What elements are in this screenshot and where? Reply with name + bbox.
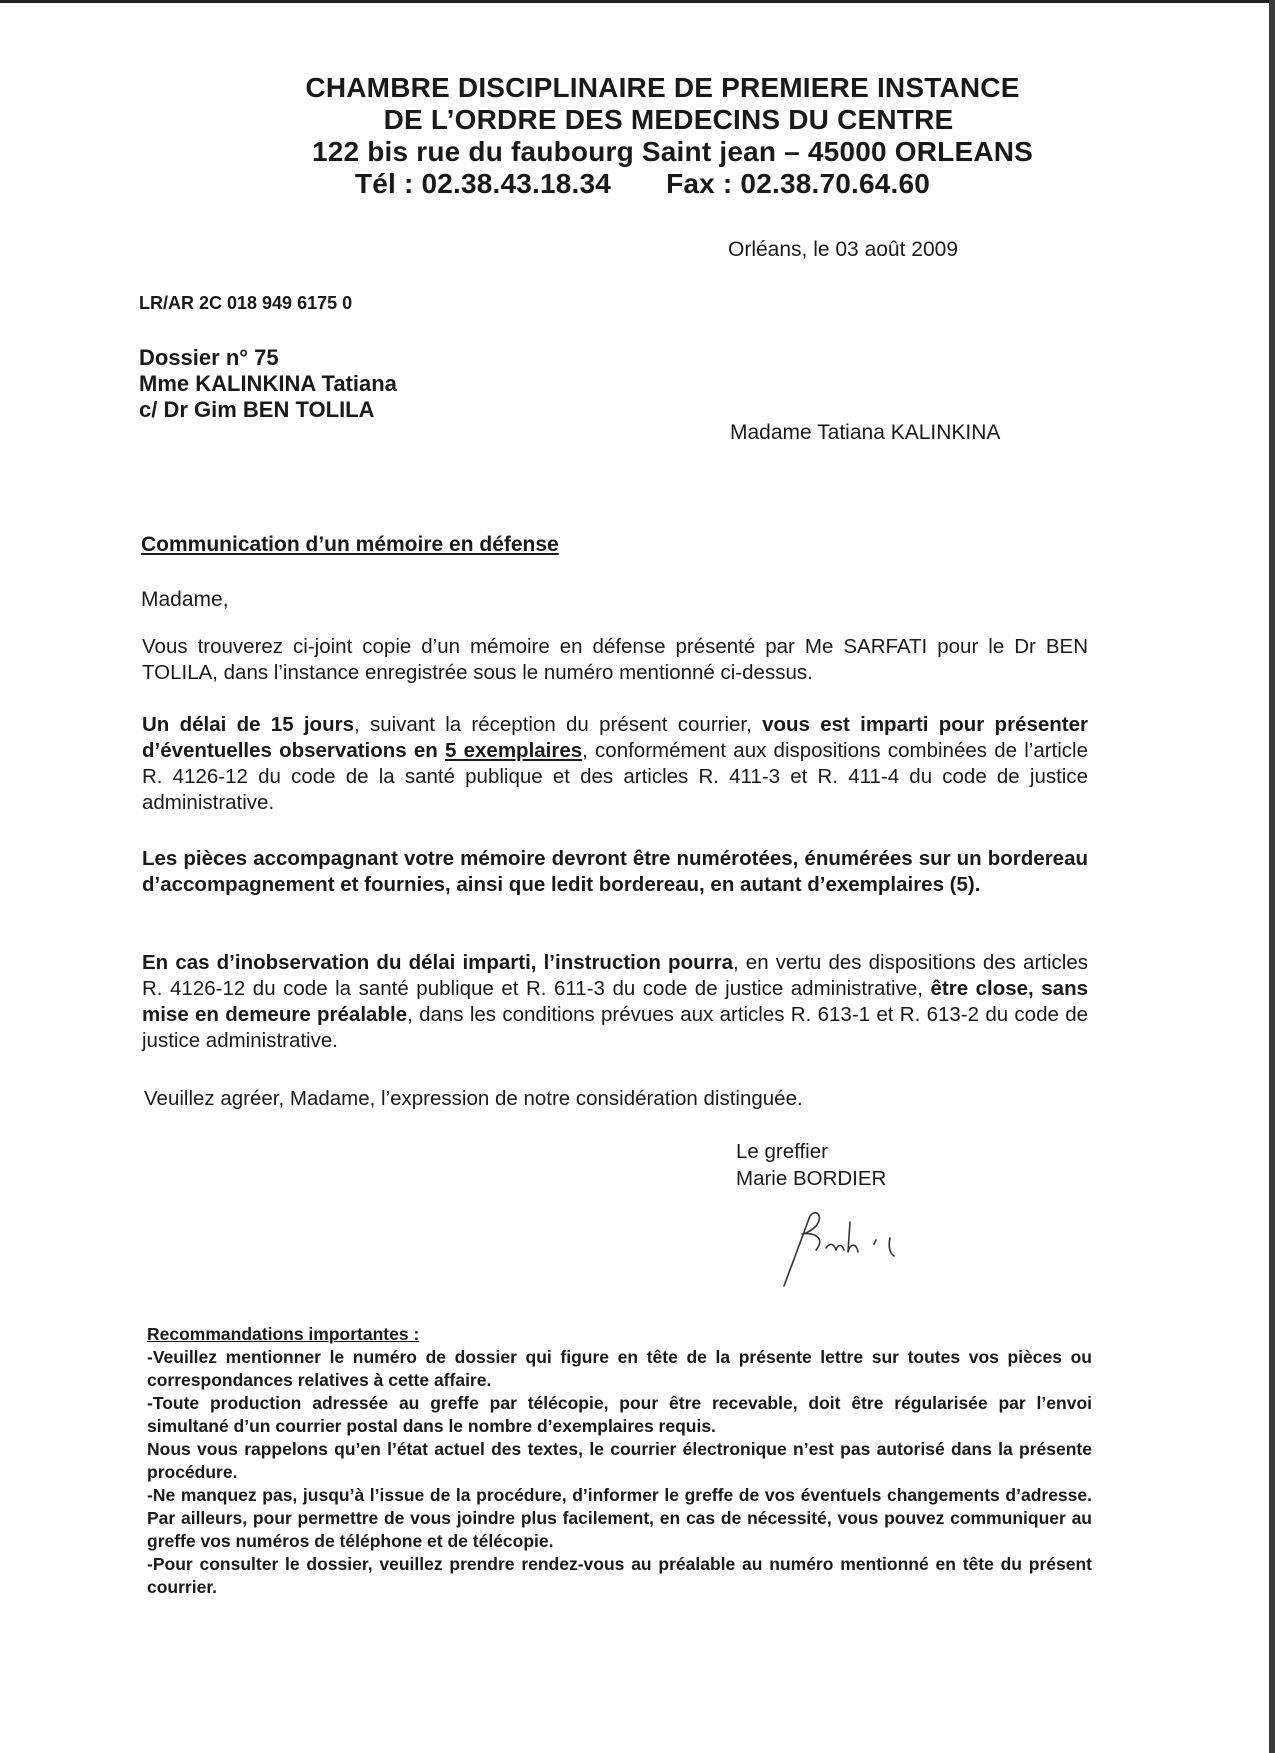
paragraph-3-text: Les pièces accompagnant votre mémoire devront être numérotées, énumérées sur un bordereau d’accompagnement et fournies, ainsi que ledit bordereau, en autant d’exemplaires (5). xyxy=(142,847,1088,896)
letterhead-contact xyxy=(0,168,1275,200)
scan-top-edge xyxy=(0,0,1275,3)
paragraph-3 xyxy=(142,846,1088,898)
recommendation-item: -Ne manquez pas, jusqu’à l’issue de la procédure, d’informer le greffe de vos éventuels changements d’adresse. Par ailleurs, pour permettre de vous joindre plus facilement, en cas de nécessité, vous pouvez communiquer au greffe vos numéros de téléphone et de télécopie. xyxy=(147,1485,1092,1551)
recommendations xyxy=(147,1323,1092,1599)
letterhead-line-1: CHAMBRE DISCIPLINAIRE DE PREMIERE INSTANCE xyxy=(305,72,1020,103)
salutation: Madame, xyxy=(141,588,229,611)
dossier-defendant: c/ Dr Gim BEN TOLILA xyxy=(139,397,375,422)
paragraph-4-closure: être close, sans mise en demeure préalable xyxy=(142,977,1089,1026)
paragraph-2 xyxy=(142,712,1088,816)
letterhead-fax: Fax : 02.38.70.64.60 xyxy=(666,168,931,199)
paragraph-4-text-a: , en vertu des dispositions des articles R. 4126-12 du code la santé publique et R. 611-3 du code de justice administrative, xyxy=(142,951,1088,1000)
letterhead-phone: Tél : 02.38.43.18.34 xyxy=(354,168,612,199)
signer-name: Marie BORDIER xyxy=(736,1167,887,1190)
scan-right-edge xyxy=(1269,0,1275,1753)
dossier-block xyxy=(139,345,397,423)
signer-block xyxy=(736,1138,886,1192)
dossier-number: Dossier n° 75 xyxy=(139,345,279,370)
dossier-plaintiff: Mme KALINKINA Tatiana xyxy=(139,371,397,396)
registered-mail-reference: LR/AR 2C 018 949 6175 0 xyxy=(139,293,353,313)
letterhead xyxy=(0,72,1275,200)
closing-formula: Veuillez agréer, Madame, l’expression de notre considération distinguée. xyxy=(144,1087,803,1110)
paragraph-4 xyxy=(142,950,1088,1054)
letter-subject: Communication d’un mémoire en défense xyxy=(141,533,559,556)
recommendation-item: -Veuillez mentionner le numéro de dossier qui figure en tête de la présente lettre sur toutes vos pièces ou correspondances relatives à cette affaire. xyxy=(147,1347,1092,1390)
letterhead-address: 122 bis rue du faubourg Saint jean – 45000 ORLEANS xyxy=(311,136,1034,167)
recommendations-title: Recommandations importantes : xyxy=(147,1324,420,1344)
recommendation-item: -Toute production adressée au greffe par télécopie, pour être recevable, doit être régularisée par l’envoi simultané d’un courrier postal dans le nombre d’exemplaires requis. xyxy=(147,1393,1092,1436)
signer-title: Le greffier xyxy=(736,1140,828,1163)
recommendation-item: Nous vous rappelons qu’en l’état actuel des textes, le courrier électronique n’est pas autorisé dans la présente procédure. xyxy=(147,1439,1092,1482)
paragraph-2-copies: 5 exemplaires xyxy=(445,739,583,762)
paragraph-2-text-a: , suivant la réception du présent courrier, xyxy=(354,713,763,736)
recipient-name: Madame Tatiana KALINKINA xyxy=(730,421,1001,444)
paragraph-4-warning: En cas d’inobservation du délai imparti, l’instruction pourra xyxy=(142,951,733,974)
paragraph-4-text-b: , dans les conditions prévues aux articles R. 613-1 et R. 613-2 du code de justice administrative. xyxy=(142,1003,1088,1052)
letterhead-line-2: DE L’ORDRE DES MEDECINS DU CENTRE xyxy=(383,104,954,135)
paragraph-2-imparti: vous est imparti pour présenter d’éventuelles observations en xyxy=(142,713,1088,762)
paragraph-2-deadline: Un délai de 15 jours xyxy=(142,713,354,736)
paragraph-2-text-b: , conformément aux dispositions combinées de l’article R. 4126-12 du code de la santé publique et des articles R. 411-3 et R. 411-4 du code de justice administrative. xyxy=(142,739,1088,814)
letter-date: Orléans, le 03 août 2009 xyxy=(728,238,958,261)
handwritten-signature xyxy=(780,1208,920,1288)
recommendation-item: -Pour consulter le dossier, veuillez prendre rendez-vous au préalable au numéro mentionné en tête du présent courrier. xyxy=(147,1554,1092,1597)
paragraph-1: Vous trouverez ci-joint copie d’un mémoire en défense présenté par Me SARFATI pour le Dr BEN TOLILA, dans l’instance enregistrée sous le numéro mentionné ci-dessus. xyxy=(142,635,1088,684)
